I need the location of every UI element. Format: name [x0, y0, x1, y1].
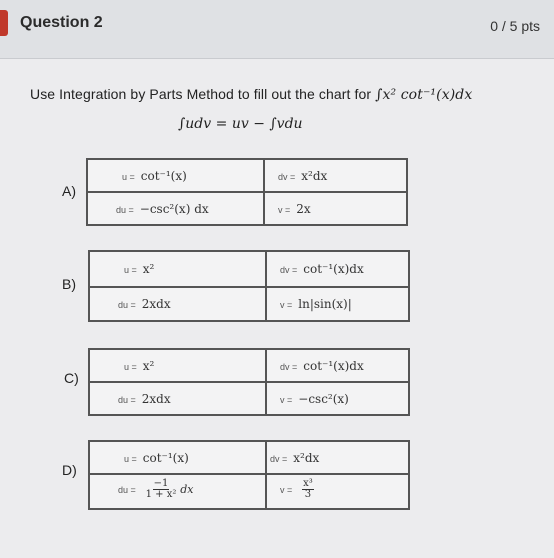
option-d-dv: x²dx: [293, 451, 320, 465]
question-marker: [0, 10, 8, 36]
question-title: Question 2: [20, 14, 103, 31]
parts-formula: ∫udv = uv − ∫vdu: [178, 116, 303, 132]
points-display: 0 / 5 pts: [490, 18, 540, 34]
option-c-table: u = x² dv = cot⁻¹(x)dx du = 2xdx v = −csc²(x): [88, 348, 410, 416]
prompt-text: Use Integration by Parts Method to fill out the chart for: [30, 86, 372, 102]
option-b-du: 2xdx: [141, 297, 171, 311]
option-c-du: 2xdx: [141, 392, 171, 406]
option-a-u: cot⁻¹(x): [140, 169, 187, 183]
question-header: [0, 0, 554, 59]
option-a-table: u = cot⁻¹(x) dv = x²dx du = −csc²(x) dx v = 2x: [86, 158, 408, 226]
option-c-dv: cot⁻¹(x)dx: [303, 359, 364, 373]
option-d-letter[interactable]: D): [62, 462, 77, 478]
option-b-table: u = x² dv = cot⁻¹(x)dx du = 2xdx v = ln|sin(x)|: [88, 250, 410, 322]
option-a-du: −csc²(x) dx: [139, 202, 209, 216]
option-a-letter[interactable]: A): [62, 183, 76, 199]
option-d-v-fraction: $\frac{\text{x³}}{3}$: [303, 478, 313, 500]
option-b-v: ln|sin(x)|: [298, 297, 352, 311]
option-d-du-fraction: $\frac{-1}{\text{1 + x²}}$: [145, 478, 177, 500]
option-b-dv: cot⁻¹(x)dx: [303, 262, 364, 276]
option-d-u: cot⁻¹(x): [142, 451, 189, 465]
option-b-u: x²: [142, 262, 155, 276]
option-b-letter[interactable]: B): [62, 276, 76, 292]
prompt-integral: ∫x² cot⁻¹(x)dx: [375, 87, 473, 103]
option-a-v: 2x: [296, 202, 311, 216]
option-a-dv: x²dx: [301, 169, 328, 183]
question-prompt: [30, 86, 472, 103]
option-c-v: −csc²(x): [298, 392, 349, 406]
option-c-letter[interactable]: C): [64, 370, 79, 386]
option-c-u: x²: [142, 359, 155, 373]
option-d-table: u = cot⁻¹(x) dv = x²dx du = $\frac{-1}{\text{1 + x²}}$ dx v = $\frac{\text{x³}}{3}$: [88, 440, 410, 510]
